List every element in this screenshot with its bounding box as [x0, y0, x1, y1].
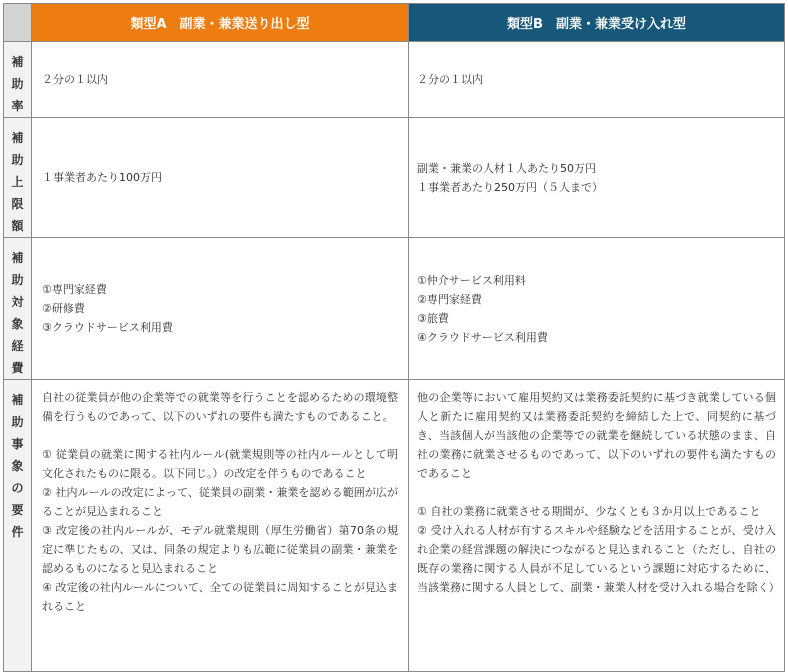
requirement-item: ③ 改定後の社内ルールが、モデル就業規則（厚生労働省）第70条の規定に準じたもの、又は、同条の規定よりも広範に従業員の副業・兼業を認めるものになると見込まれること	[42, 524, 398, 575]
cell-b-subsidy-rate: ２分の１以内	[409, 42, 785, 118]
cell-a-requirements	[32, 380, 409, 672]
corner-cell	[4, 4, 32, 42]
requirement-item: ② 社内ルールの改定によって、従業員の副業・兼業を認める範囲が広がることが見込まれること	[42, 486, 398, 518]
list-item: ④クラウドサービス利用費	[417, 330, 548, 344]
cell-b-upper-limit	[409, 118, 785, 238]
cell-b-eligible-expenses	[409, 238, 785, 380]
subsidy-comparison-table	[3, 3, 785, 672]
list-item: ①仲介サービス利用料	[417, 273, 526, 287]
list-item: ③クラウドサービス利用費	[42, 321, 173, 334]
list-item: ②専門家経費	[417, 292, 482, 306]
row-label-requirements: 補助事象の要件	[4, 380, 32, 672]
row-eligible-expenses	[4, 238, 785, 380]
requirements-intro: 他の企業等において雇用契約又は業務委託契約に基づき就業している個人と新たに雇用契約又は業務委託契約を締結した上で、同契約に基づき、当該個人が当該他の企業等での就業を継続している状態のまま、自社の業務に就業させるものであって、以下のいずれの要件も満たすものであること	[417, 391, 776, 480]
cell-a-eligible-expenses	[32, 238, 409, 380]
limit-line: １事業者あたり250万円（５人まで）	[417, 180, 603, 194]
cell-a-upper-limit: １事業者あたり100万円	[32, 118, 409, 238]
cell-a-subsidy-rate: ２分の１以内	[32, 42, 409, 118]
requirement-item: ② 受け入れる人材が有するスキルや経験などを活用することが、受け入れ企業の経営課題の解決につながると見込まれること（ただし、自社の既存の業務に関する人員が不足しているという課題に対応するために、当該業務に関する人員として、副業・兼業人材を受け入れる場合を除く）	[417, 524, 780, 594]
requirement-item: ① 自社の業務に就業させる期間が、少なくとも３か月以上であること	[417, 505, 761, 518]
cell-b-requirements	[409, 380, 785, 672]
requirement-item: ① 従業員の就業に関する社内ルール(就業規則等の社内ルールとして明文化されたものに限る。以下同じ。）の改定を伴うものであること	[42, 448, 398, 480]
requirement-item: ④ 改定後の社内ルールについて、全ての従業員に周知することが見込まれること	[42, 581, 398, 613]
list-item: ②研修費	[42, 302, 85, 315]
row-requirements	[4, 380, 785, 672]
header-type-a: 類型A 副業・兼業送り出し型	[32, 4, 409, 42]
list-item: ③旅費	[417, 311, 449, 325]
row-upper-limit	[4, 118, 785, 238]
header-row	[4, 4, 785, 42]
row-label-upper-limit: 補助上限額	[4, 118, 32, 238]
row-subsidy-rate	[4, 42, 785, 118]
list-item: ①専門家経費	[42, 283, 107, 296]
limit-line: 副業・兼業の人材１人あたり50万円	[417, 161, 596, 175]
header-type-b: 類型B 副業・兼業受け入れ型	[409, 4, 785, 42]
row-label-eligible-expenses: 補助対象経費	[4, 238, 32, 380]
row-label-subsidy-rate: 補助率	[4, 42, 32, 118]
requirements-intro: 自社の従業員が他の企業等での就業等を行うことを認めるための環境整備を行うものであって、以下のいずれの要件も満たすものであること。	[42, 391, 398, 423]
